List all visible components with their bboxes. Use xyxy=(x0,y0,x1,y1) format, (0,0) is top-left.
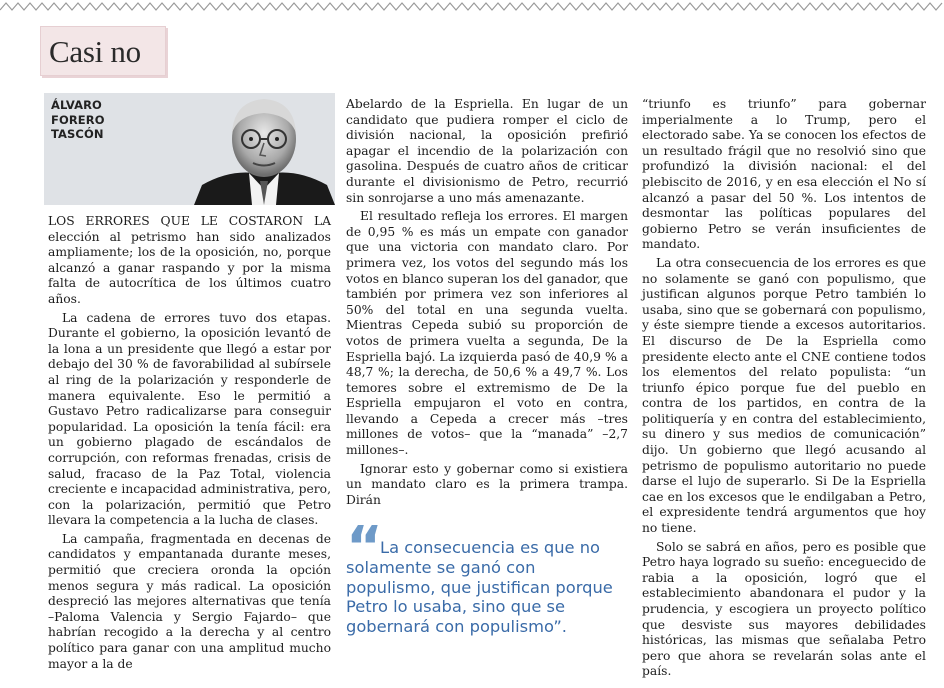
pull-quote-text xyxy=(346,538,628,637)
article-column-1 xyxy=(48,214,331,672)
article-paragraph: Ignorar esto y gobernar como si existiera un mandato claro es la primera trampa. Dirán xyxy=(346,461,628,507)
author-portrait xyxy=(194,93,335,205)
article-paragraph: La otra consecuencia de los errores es que no solamente se ganó con populismo, que justifican algunos porque Petro también lo usaba, sino que se gobernará con populismo, y éste siempre tiende a excesos autoritarios. El discurso de De la Espriella como presidente electo ante el CNE contiene todos los elementos del relato populista: “un triunfo épico porque fue del pueblo en contra de los partidos, en contra de la politiquería y en contra del establecimiento, su dinero y sus medios de comunicación” dijo. Un gobierno que llegó acusando al petrismo de populismo autoritario no puede darse el lujo de superarlo. Si De la Espriella cae en los excesos que le endilgaban a Petro, el expresidente tendrá argumentos que hoy no tiene. xyxy=(642,255,926,536)
pull-quote xyxy=(346,515,628,664)
author-name xyxy=(51,98,151,142)
section-label-box xyxy=(40,26,166,76)
pull-quote-body: La consecuencia es que no solamente se ganó con populismo, que justifican porque Petro lo usaba, sino que se gobernará con populismo”. xyxy=(346,538,613,637)
article-paragraph: Solo se sabrá en años, pero es posible que Petro haya logrado su sueño: enceguecido de rabia a la oposición, logró que el establecimiento abandonara el pudor y la prudencia, y escogiera un proyecto político que desviste sus mayores debilidades históricas, las mismas que señalaba Petro pero que ahora se revelarán solas ante el país. xyxy=(642,539,926,679)
article-paragraph: El resultado refleja los errores. El margen de 0,95 % es más un empate con ganador que una victoria con mandato claro. Por primera vez, los votos del segundo más los votos en blanco superan los del ganador, que también por primera vez son inferiores al 50% del total en una segunda vuelta. Mientras Cepeda subió su proporción de votos de primera vuelta a segunda, De la Espriella bajó. La izquierda pasó de 40,9 % a 48,7 %; la derecha, de 50,6 % a 49,7 %. Los temores sobre el extremismo de De la Espriella empujaron el voto en contra, llevando a Cepeda a crecer más –tres millones de votos– que la “manada” –2,7 millones–. xyxy=(346,209,628,458)
author-header xyxy=(44,93,335,205)
article-paragraph: LOS ERRORES QUE LE COSTARON LA elección al petrismo han sido analizados ampliamente; los de la oposición, no, porque alcanzó a ganar raspando y por la misma falta de autocrítica de los últimos cuatro años. xyxy=(48,214,331,306)
article-column-2 xyxy=(346,97,628,508)
article-column-3 xyxy=(642,97,926,680)
decorative-zigzag-border xyxy=(0,0,944,14)
section-label: Casi no xyxy=(49,34,141,69)
author-name-line: ÁLVARO xyxy=(51,98,102,112)
article-paragraph: La campaña, fragmentada en decenas de candidatos y empantanada durante meses, permitió que creciera oronda la opción menos segura y más radical. La oposición despreció las mejores alternativas que tenía –Paloma Valencia y Sergio Fajardo– que habrían recogido a la derecha y al centro político para ganar con una amplitud mucho mayor a la de xyxy=(48,531,331,671)
article-paragraph: Abelardo de la Espriella. En lugar de un candidato que pudiera romper el ciclo de división nacional, la oposición prefirió apagar el incendio de la polarización con gasolina. Después de cuatro años de criticar durante el divisionismo de Petro, recurrió sin sonrojarse a uno más amenazante. xyxy=(346,97,628,205)
article-paragraph: “triunfo es triunfo” para gobernar imperialmente a lo Trump, pero el electorado sabe. Ya se conocen los efectos de un resultado frágil que no resolvió sino que profundizó la división nacional: el del plebiscito de 2016, y en esa elección el No sí alcanzó a pasar del 50 %. Los intentos de desmontar las políticas populares del gobierno Petro se verán insuficientes de mandato. xyxy=(642,97,926,252)
quote-mark-icon: “ xyxy=(346,515,383,580)
article-paragraph: La cadena de errores tuvo dos etapas. Durante el gobierno, la oposición levantó de la lona a un presidente que llegó a estar por debajo del 30 % de favorabilidad al subírsele al ring de la polarización y responderle de manera equivalente. Eso le permitió a Gustavo Petro radicalizarse para conseguir popularidad. La oposición la tenía fácil: era un gobierno plagado de escándalos de corrupción, con reformas frenadas, crisis de salud, fracaso de la Paz Total, violencia creciente e incapacidad administrativa, pero, con la polarización, permitió que Petro llevara la competencia a la lucha de clases. xyxy=(48,310,331,528)
author-name-line: FORERO xyxy=(51,112,105,127)
author-name-line: TASCÓN xyxy=(51,127,104,141)
